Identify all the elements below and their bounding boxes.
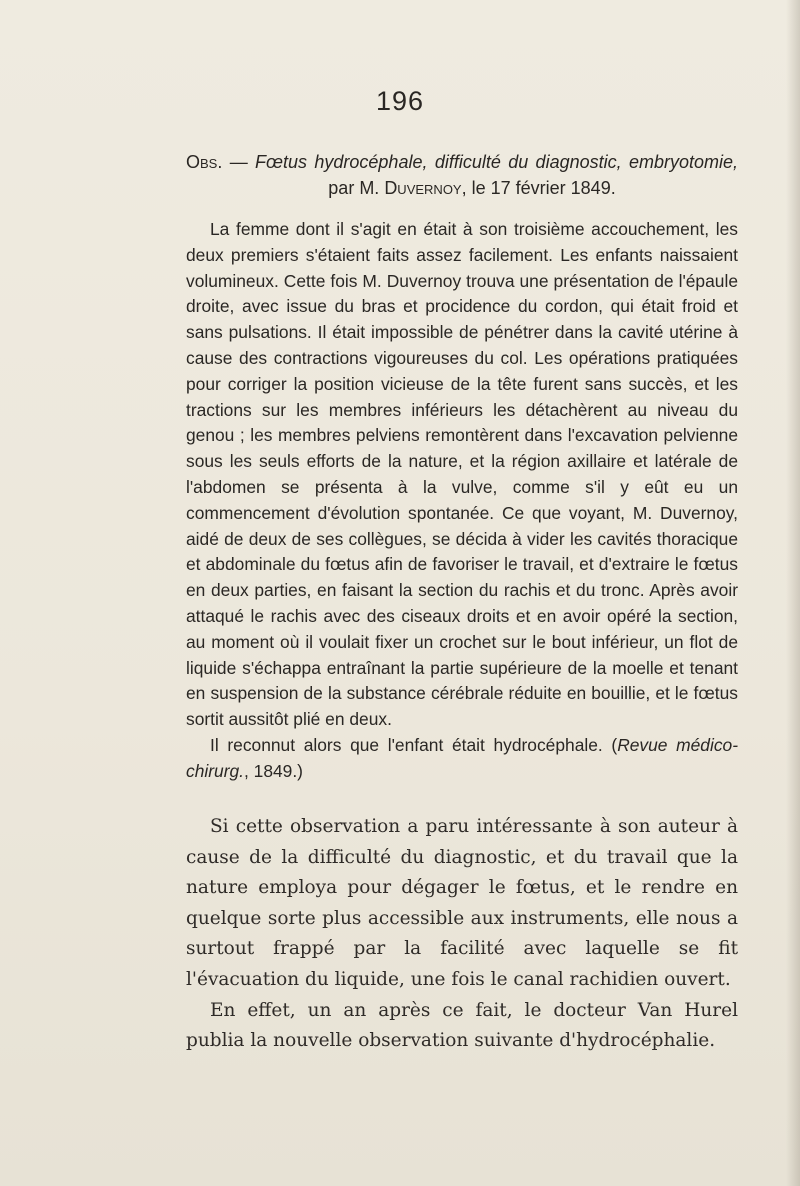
observation-paragraph-1: La femme dont il s'agit en était à son troisième accouchement, les deux premiers s'étaient faits assez facilement. Les enfants naissaient volumineux. Cette fois M. Duvernoy trouva une présentation de l'épaule droite, avec issue du bras et procidence du cordon, qui était froid et sans pulsations. Il était impossible de pénétrer dans la cavité utérine à cause des contractions vigoureuses du col. Les opérations pratiquées pour corriger la position vicieuse de la tête furent sans succès, et les tractions sur les membres inférieurs les détachèrent au niveau du genou ; les membres pelviens remontèrent dans l'excavation pelvienne sous les seuls efforts de la nature, et la région axillaire et latérale de l'abdomen se présenta à la vulve, comme s'il y eût eu un commencement d'évolution spontanée. Ce que voyant, M. Duvernoy, aidé de deux de ses collègues, se décida à vider les cavités thoracique et abdominale du fœtus afin de favoriser le travail, et d'extraire le fœtus en deux parties, en faisant la section du rachis et du tronc. Après avoir attaqué le rachis avec des ciseaux droits et en avoir opéré la section, au moment où il voulait fixer un crochet sur le bout inférieur, un flot de liquide s'échappa entraînant la partie supérieure de la moelle et tenant en suspension de la substance cérébrale réduite en bouillie, et le fœtus sortit aussitôt plié en deux. — [186, 219, 738, 730]
page-edge-shadow — [786, 0, 800, 1186]
heading-line-1 — [186, 149, 738, 175]
heading-dash: — — [222, 152, 256, 172]
heading-author: Duvernoy — [384, 178, 462, 198]
observation-heading — [186, 149, 738, 201]
observation-paragraph-2-text: Il reconnut alors que l'enfant était hydrocéphale. ( — [210, 734, 618, 755]
main-paragraph-2: En effet, un an après ce fait, le docteur Van Hurel publia la nouvelle observation suivante d'hydrocéphalie. — [186, 999, 738, 1052]
observation-paragraph-2 — [186, 733, 738, 785]
observation-reference: Revue médico-chirurg. — [186, 734, 738, 781]
obs-label: Obs. — [186, 152, 223, 172]
heading-date: , le 17 février 1849. — [461, 178, 616, 198]
heading-line-2 — [186, 175, 738, 201]
heading-by: par M. — [328, 178, 385, 198]
observation-paragraph-2-end: , 1849.) — [244, 760, 303, 781]
main-paragraph-1: Si cette observation a paru intéressante à son auteur à cause de la difficulté du diagnostic, et du travail que la nature employa pour dégager le fœtus, et le rendre en quelque sorte plus accessible aux instruments, elle nous a surtout frappé par la facilité avec laquelle se fit l'évacuation du liquide, une fois le canal rachidien ouvert. — [186, 816, 738, 990]
heading-title: Fœtus hydrocéphale, difficulté du diagnostic, embryotomie, — [255, 152, 738, 172]
main-text — [186, 812, 738, 1057]
page-number: 196 — [375, 86, 425, 116]
observation-body — [186, 217, 738, 785]
